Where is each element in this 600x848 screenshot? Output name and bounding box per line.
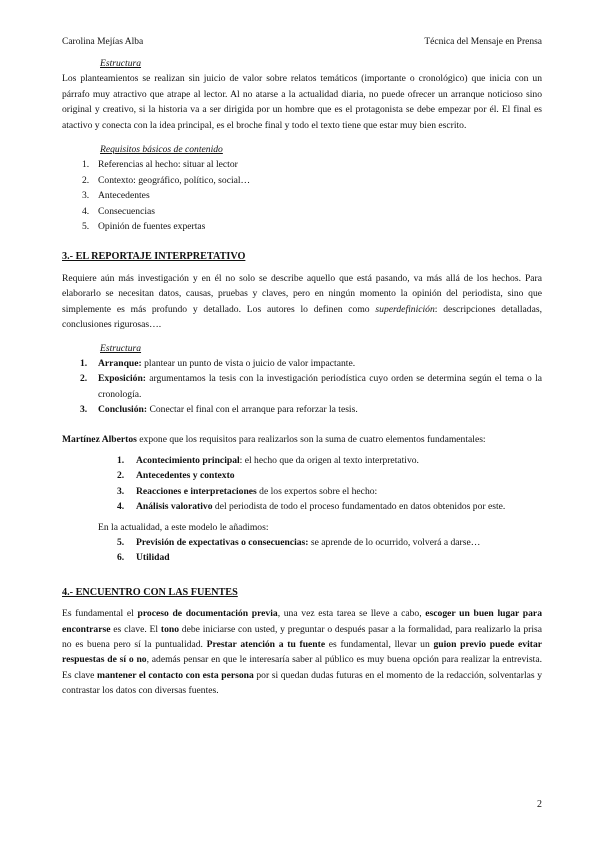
section-title-reportaje: 3.- EL REPORTAJE INTERPRETATIVO <box>62 251 246 263</box>
list-item: 3. Reacciones e interpretaciones de los expertos sobre el hecho: <box>117 485 378 497</box>
estructura-list <box>62 356 542 418</box>
extra-list <box>62 535 542 566</box>
list-item: 2. Exposición: argumentamos la tesis con la investigación periodística cuyo orden se determina según el tema o la cronología. <box>80 373 542 400</box>
list-item: 1. Acontecimiento principal: el hecho que da origen al texto interpretativo. <box>117 454 419 466</box>
list-item: 3. Antecedentes <box>82 190 150 202</box>
paragraph-actualidad: En la actualidad, a este modelo le añadimos: <box>98 521 269 533</box>
subheading-estructura-2: Estructura <box>100 342 142 354</box>
list-item: 1. Arranque: plantear un punto de vista o juicio de valor impactante. <box>80 357 356 369</box>
page-number: 2 <box>537 799 542 810</box>
list-item: 4. Consecuencias <box>82 205 156 217</box>
subheading-requisitos: Requisitos básicos de contenido <box>100 144 223 156</box>
page-header <box>62 37 542 47</box>
elementos-list <box>62 453 542 515</box>
header-author: Carolina Mejías Alba <box>62 37 144 47</box>
list-item: 4. Análisis valorativo del periodista de todo el proceso fundamentado en datos obtenidos por este. <box>117 501 506 513</box>
list-item: 2. Contexto: geográfico, político, social… <box>82 174 251 186</box>
paragraph-reportaje-intro: Requiere aún más investigación y en él no solo se describe aquello que está pasando, va más allá de los hechos. Para elaborarlo se necesitan datos, causas, pruebas y claves, pero en ningún momento la opinión del periodista, sino que simplemente es más profundo y detallado. Los autores lo definen como superdefinición: descripciones detalladas, conclusiones rigurosas…. <box>62 272 542 331</box>
paragraph-fuentes: Es fundamental el proceso de documentación previa, una vez esta tarea se lleve a cabo, escoger un buen lugar para encontrarse es clave. El tono debe iniciarse con usted, y preguntar o después pasar a la formalidad, para realizarlo la prisa no es buena pero sí la puntualidad. Prestar atención a tu fuente es fundamental, llevar un guion previo puede evitar respuestas de sí o no, además pensar en que le interesaría saber al público es muy buena opción para realizar la entrevista. Es clave mantener el contacto con esta persona por si quedan dudas futuras en el momento de la redacción, solventarlas y contrastar los datos con diversas fuentes. <box>62 608 543 697</box>
paragraph-martinez: Martínez Albertos expone que los requisitos para realizarlos son la suma de cuatro elementos fundamentales: <box>62 433 486 445</box>
paragraph-estructura: Los planteamientos se realizan sin juicio de valor sobre relatos temáticos (importante o cronológico) que inicia con un párrafo muy atractivo que atrape al lector. Al no atarse a la actualidad diaria, no puede ofrecer un arranque noticioso sino original y creativo, si la historia va a ser dirigida por un hombre que es el protagonista se debe empezar por él. El final es atactivo y conecta con la idea principal, es el broche final y todo el texto tiene que estar muy bien escrito. <box>62 73 542 131</box>
list-item: 1. Referencias al hecho: situar al lector <box>82 159 238 171</box>
list-item: 3. Conclusión: Conectar el final con el arranque para reforzar la tesis. <box>80 404 358 416</box>
header-course: Técnica del Mensaje en Prensa <box>424 37 542 47</box>
section-title-fuentes: 4.- ENCUENTRO CON LAS FUENTES <box>62 586 238 598</box>
list-item: 5. Opinión de fuentes expertas <box>82 221 206 233</box>
subheading-estructura: Estructura <box>100 58 142 69</box>
requisitos-list <box>62 157 542 234</box>
page-content <box>62 56 542 699</box>
list-item: 2. Antecedentes y contexto <box>117 470 235 482</box>
list-item: 5. Previsión de expectativas o consecuencias: se aprende de lo ocurrido, volverá a darse… <box>117 536 481 548</box>
list-item: 6. Utilidad <box>117 552 170 564</box>
